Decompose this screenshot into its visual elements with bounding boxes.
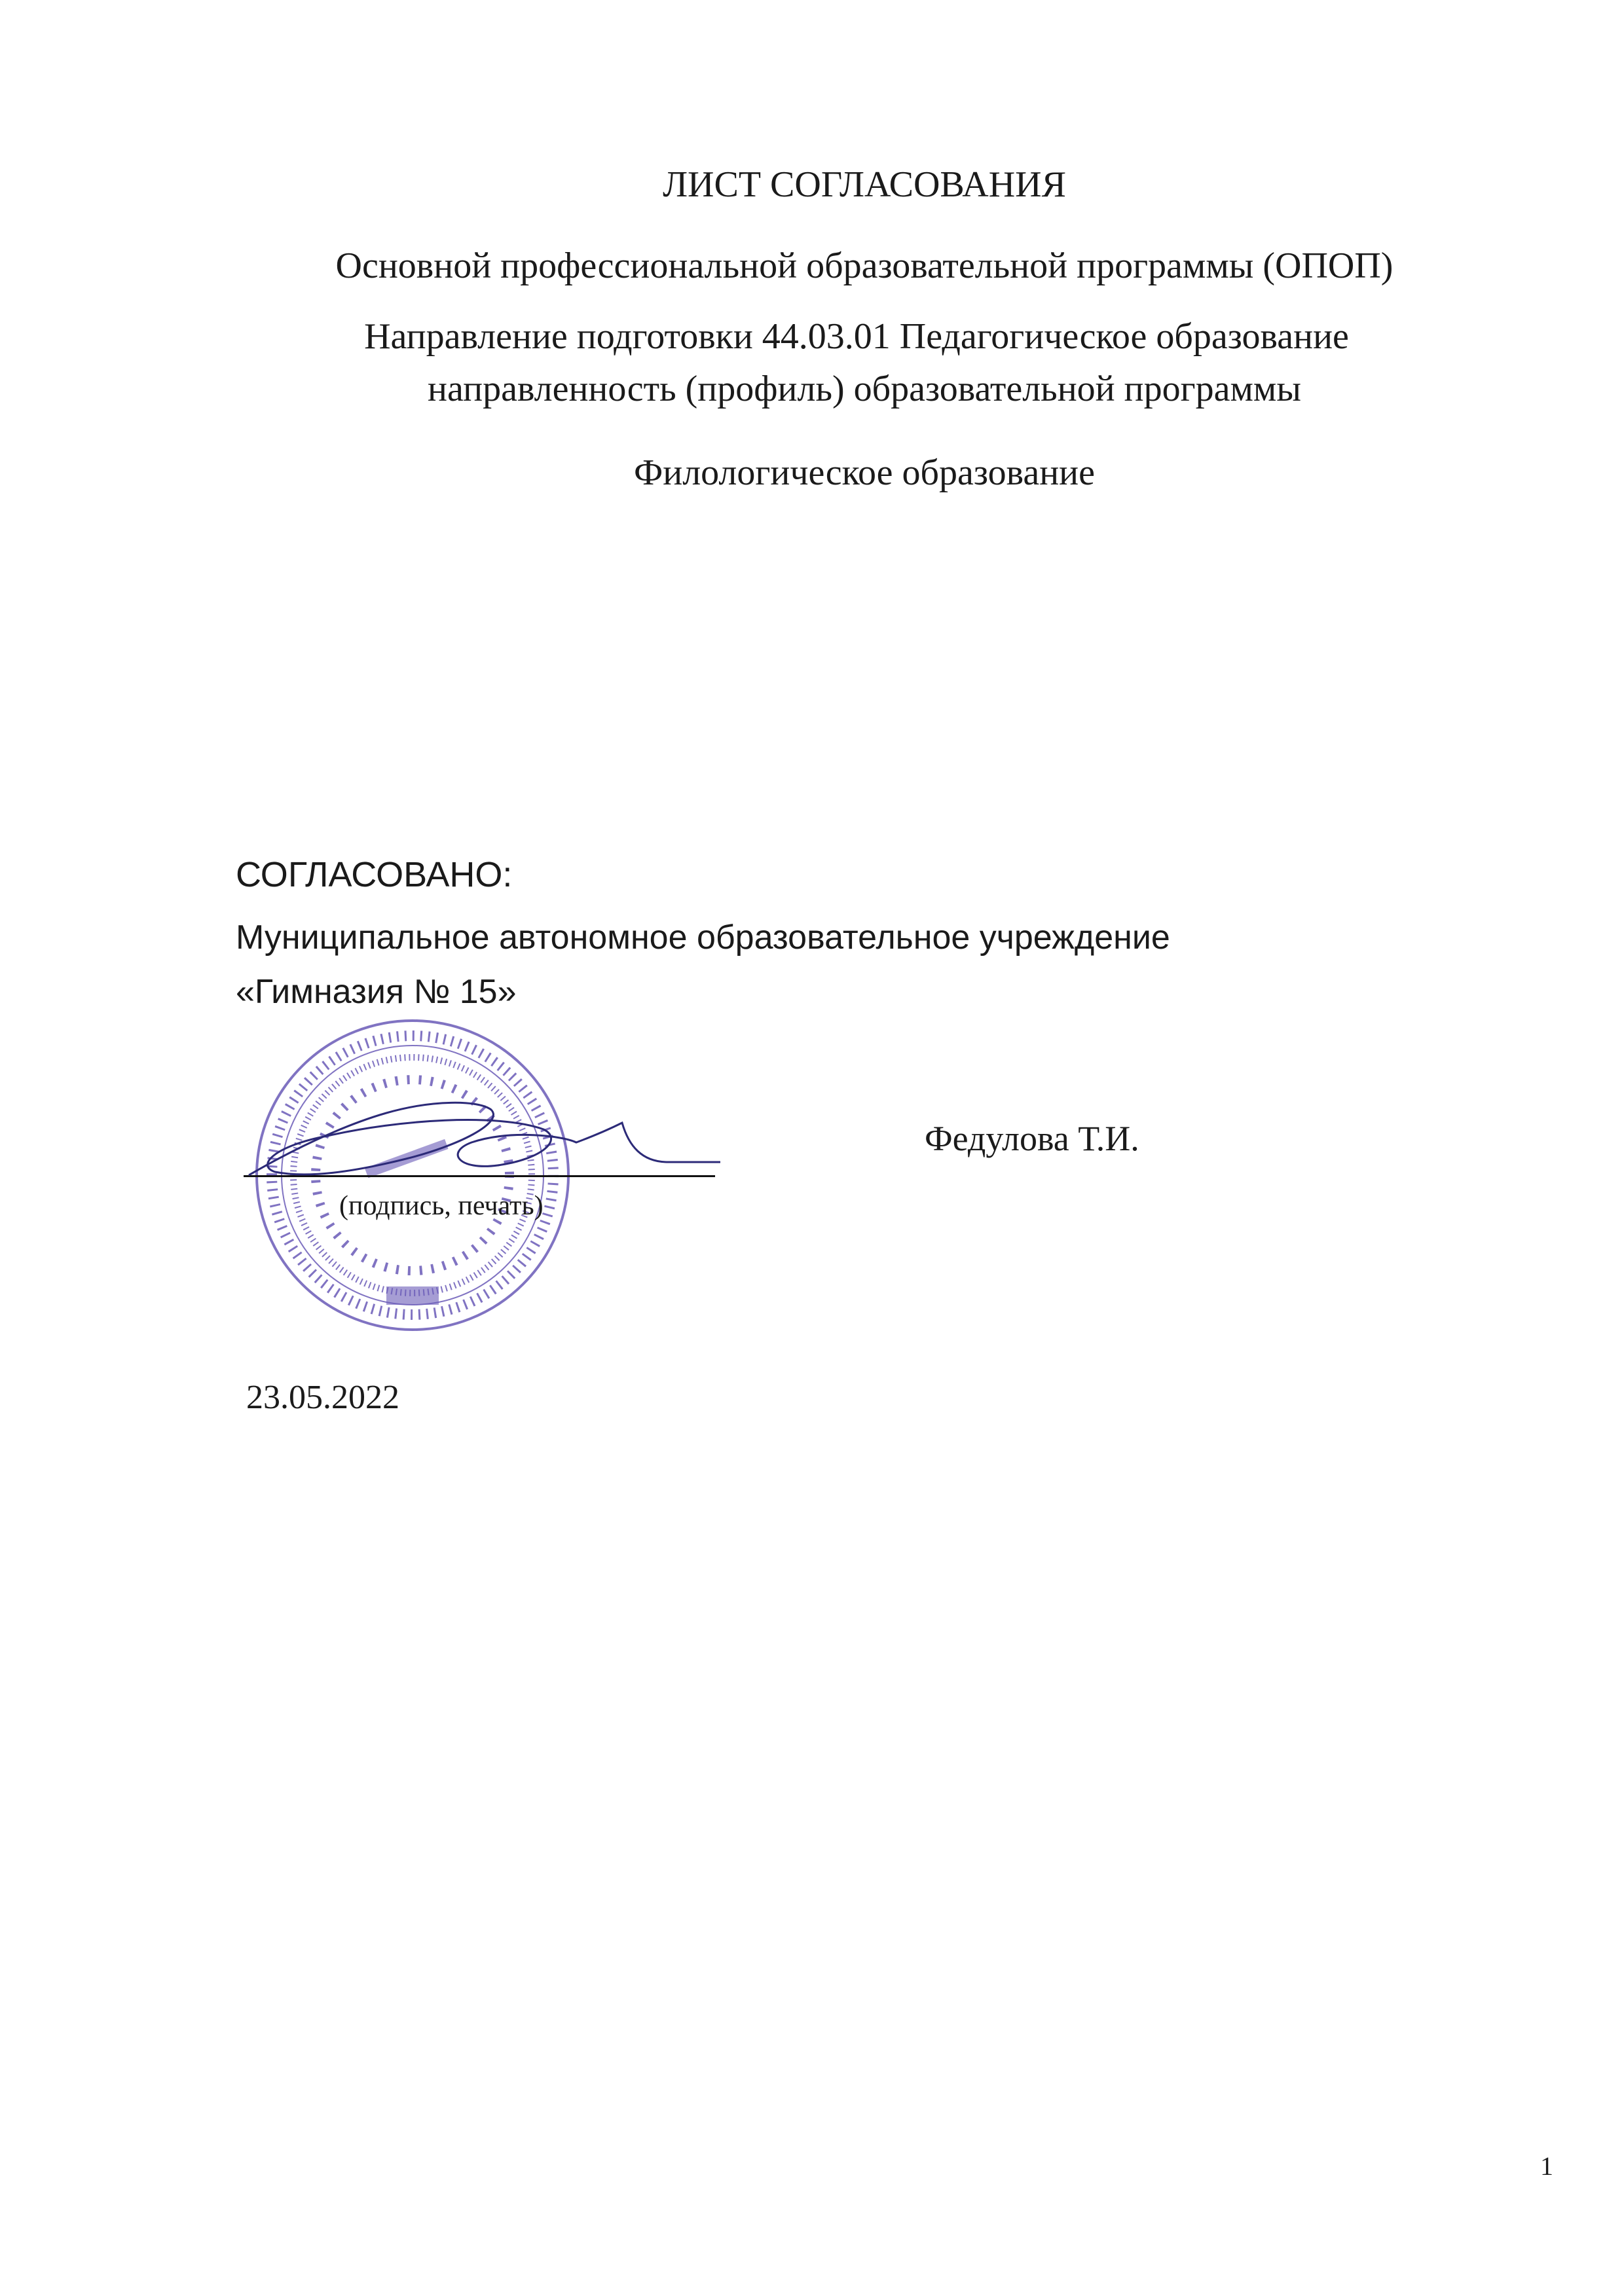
document-title: ЛИСТ СОГЛАСОВАНИЯ bbox=[663, 164, 1066, 205]
direction-line-1: Направление подготовки 44.03.01 Педагогическое образование bbox=[364, 316, 1349, 357]
program-subtitle: Основной профессиональной образовательной программы (ОПОП) bbox=[335, 246, 1393, 286]
profile-name: Филологическое образование bbox=[634, 452, 1095, 493]
organization-line-1: Муниципальное автономное образовательное учреждение bbox=[236, 919, 1170, 957]
approved-label: СОГЛАСОВАНО: bbox=[236, 855, 513, 894]
signature-caption: (подпись, печать) bbox=[339, 1191, 544, 1221]
signatory-name: Федулова Т.И. bbox=[925, 1119, 1139, 1158]
direction-line-2: направленность (профиль) образовательной программы bbox=[428, 369, 1301, 409]
page-number: 1 bbox=[1540, 2151, 1553, 2181]
organization-line-2: «Гимназия № 15» bbox=[236, 973, 517, 1011]
approval-date: 23.05.2022 bbox=[246, 1379, 399, 1416]
